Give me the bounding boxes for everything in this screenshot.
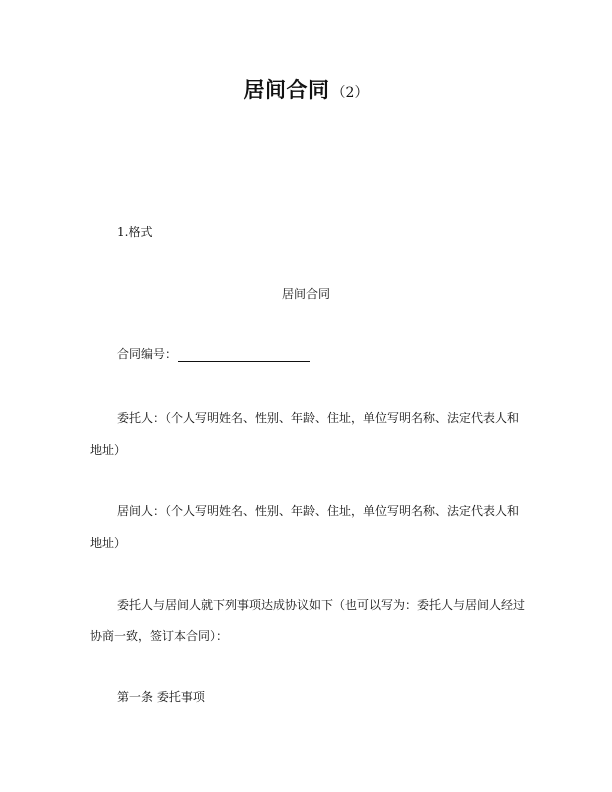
client-paragraph-line-1: 委托人：（个人写明姓名、性别、年龄、住址，单位写明名称、法定代表人和 [117,411,520,425]
agreement-paragraph-line-2: 协商一致，签订本合同）： [90,629,229,643]
section-label: 1.格式 [117,225,153,239]
contract-number-label: 合同编号： [117,347,178,361]
contract-number-blank [178,348,310,362]
document-title-text: 居间合同 [243,78,330,102]
client-paragraph-line-2: 地址） [90,443,127,457]
broker-paragraph-line-2: 地址） [90,536,127,550]
document-title [0,74,612,104]
document-title-suffix: （2） [331,85,369,101]
contract-title: 居间合同 [281,287,330,301]
agreement-paragraph-line-1: 委托人与居间人就下列事项达成协议如下（也可以写为：委托人与居间人经过 [117,598,526,612]
broker-paragraph-line-1: 居间人：（个人写明姓名、性别、年龄、住址，单位写明名称、法定代表人和 [117,504,520,518]
contract-number-line [117,346,310,362]
article-heading: 第一条 委托事项 [117,690,205,704]
